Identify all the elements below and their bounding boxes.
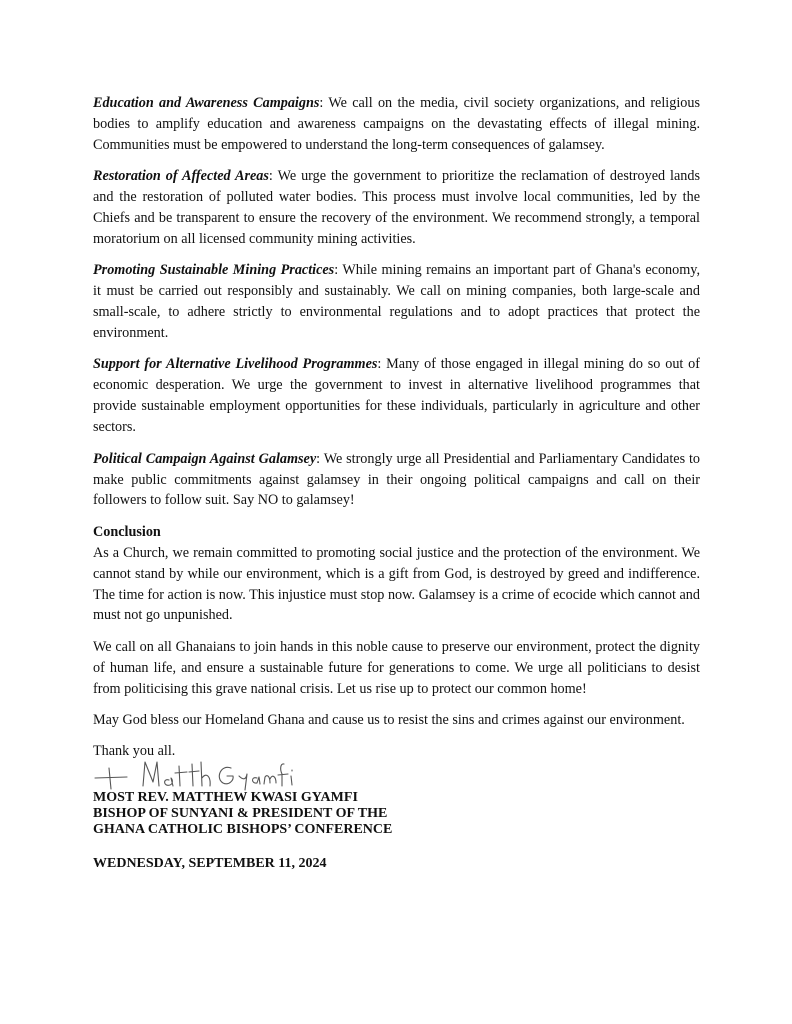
paragraph-body: : We call on the media, civil society organizations, and religious bodies to amplify education and awareness campaigns on the devastating effects of illegal mining. Communities must be empowered to understand the long-term consequences of galamsey. — [93, 95, 700, 153]
paragraph-body: : We strongly urge all Presidential and Parliamentary Candidates to make public commitments against galamsey in their ongoing political campaigns and call on their followers to follow suit. Say NO to galamsey! — [93, 450, 700, 509]
signature-image — [93, 758, 308, 792]
signatory-title: BISHOP OF SUNYANI & PRESIDENT OF THE — [93, 806, 388, 822]
conclusion-paragraph: As a Church, we remain committed to promoting social justice and the protection of the environment. We cannot stand by while our environment, which is a gift from God, is destroyed by greed and indifference. The time for action is now. This injustice must stop now. Galamsey is a crime of ecocide which cannot and must not go unpunished. — [93, 544, 700, 624]
paragraph-body: : While mining remains an important part of Ghana's economy, it must be carried out responsibly and sustainably. We call on mining companies, both large-scale and small-scale, to adhere strictly to environmental regulations and to adopt practices that protect the environment. — [93, 262, 700, 342]
paragraph-lead: Promoting Sustainable Mining Practices — [93, 262, 335, 279]
paragraph-education — [93, 93, 700, 156]
signatory-block — [93, 790, 700, 838]
paragraph-lead: Restoration of Affected Areas — [93, 168, 269, 185]
paragraph-restoration — [93, 166, 700, 250]
conclusion-heading: Conclusion — [93, 523, 161, 540]
paragraph-lead: Political Campaign Against Galamsey — [93, 450, 317, 467]
paragraph-body: : We urge the government to prioritize the reclamation of destroyed lands and the restoration of polluted water bodies. This process must involve local communities, led by the Chiefs and be transparent to ensure the recovery of the environment. We recommend strongly, a temporal moratorium on all licensed community mining activities. — [93, 168, 700, 247]
signatory-title: GHANA CATHOLIC BISHOPS’ CONFERENCE — [93, 822, 393, 838]
paragraph-livelihood — [93, 354, 700, 438]
paragraph-lead: Support for Alternative Livelihood Programmes — [93, 356, 378, 373]
conclusion-paragraph: We call on all Ghanaians to join hands in this noble cause to preserve our environment, protect the dignity of human life, and ensure a sustainable future for generations to come. We urge all politicians to desist from politicising this grave national crisis. Let us rise up to protect our common home! — [93, 638, 700, 697]
closing-line: Thank you all. — [93, 743, 176, 760]
paragraph-political-campaign — [93, 449, 700, 512]
paragraph-body: : Many of those engaged in illegal mining do so out of economic desperation. We urge the government to invest in alternative livelihood programmes that provide sustainable employment opportunities for these individuals, particularly in agriculture and other sectors. — [93, 356, 700, 436]
document-date: WEDNESDAY, SEPTEMBER 11, 2024 — [93, 856, 327, 872]
conclusion-paragraph: May God bless our Homeland Ghana and cause us to resist the sins and crimes against our environment. — [93, 712, 685, 729]
paragraph-lead: Education and Awareness Campaigns — [93, 95, 320, 111]
document-page — [93, 93, 700, 889]
paragraph-sustainable-mining — [93, 260, 700, 344]
signatory-name: MOST REV. MATTHEW KWASI GYAMFI — [93, 790, 358, 806]
signature — [93, 762, 700, 790]
